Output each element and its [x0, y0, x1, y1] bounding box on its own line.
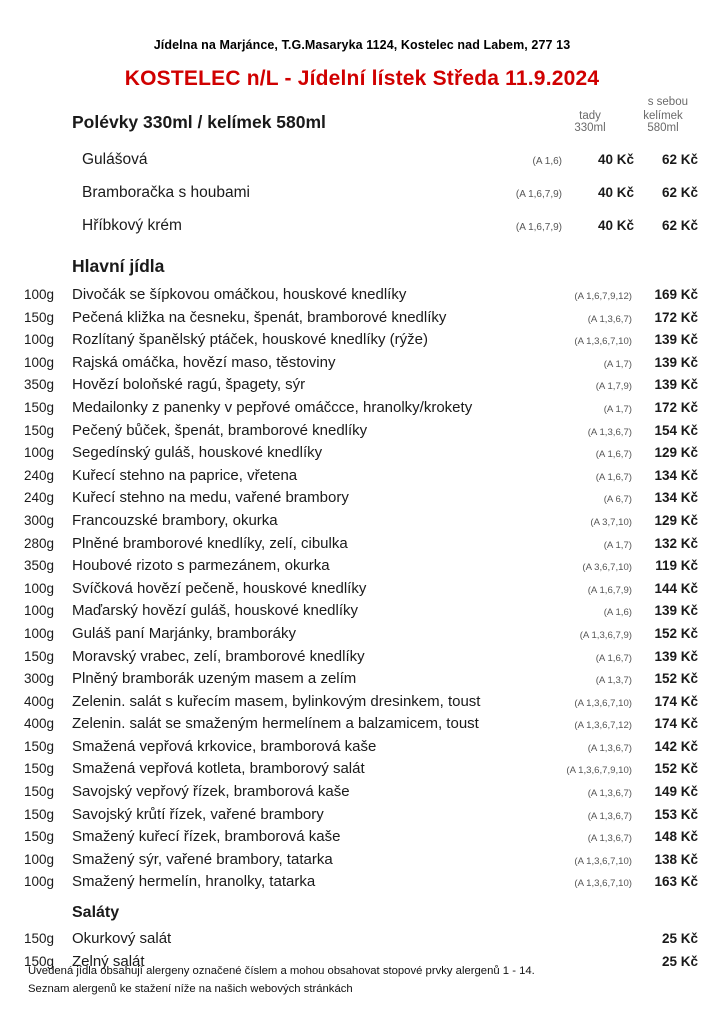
list-item — [72, 217, 700, 250]
dish-price: 139 Kč — [654, 648, 698, 664]
dish-name: Kuřecí stehno na paprice, vřetena — [72, 466, 298, 484]
dish-name: Plněné bramborové knedlíky, zelí, cibulka — [72, 534, 348, 552]
table-row — [24, 354, 700, 377]
soup-price-here: 40 Kč — [597, 185, 634, 200]
column-header-here-volume: 330ml — [574, 122, 606, 134]
table-row — [24, 602, 700, 625]
dish-name: Smažený hermelín, hranolky, tatarka — [72, 873, 316, 891]
table-row — [24, 557, 700, 580]
dish-allergens: (A 1,6) — [603, 607, 632, 619]
dish-name: Smažená vepřová kotleta, bramborový salát — [72, 760, 365, 778]
footer-line-2: Seznam alergenů ke stažení níže na našich webových stránkách — [28, 982, 353, 995]
portion-weight: 100g — [24, 332, 55, 348]
soup-price-togo: 62 Kč — [661, 218, 698, 233]
dish-allergens: (A 1,3,6,7,10) — [574, 697, 632, 709]
portion-weight: 100g — [24, 603, 55, 619]
table-row — [24, 331, 700, 354]
portion-weight: 150g — [24, 784, 55, 800]
column-header-here: tady — [579, 110, 601, 122]
salads-section-title: Saláty — [72, 904, 120, 922]
table-row — [24, 693, 700, 716]
dish-allergens: (A 1,7) — [603, 539, 632, 551]
portion-weight: 400g — [24, 716, 55, 732]
dish-name: Svíčková hovězí pečeně, houskové knedlíky — [72, 579, 367, 597]
table-row — [24, 670, 700, 693]
portion-weight: 400g — [24, 693, 55, 709]
dish-allergens: (A 1,6,7) — [595, 471, 632, 483]
dish-price: 174 Kč — [654, 693, 698, 709]
table-row — [24, 715, 700, 738]
dish-allergens: (A 1,3,6,7) — [587, 313, 632, 325]
dish-name: Houbové rizoto s parmezánem, okurka — [72, 557, 330, 575]
dish-name: Divočák se šípkovou omáčkou, houskové knedlíky — [72, 286, 407, 303]
column-header-togo: s sebou — [647, 96, 688, 108]
portion-weight: 150g — [24, 399, 55, 415]
dish-name: Savojský krůtí řízek, vařené brambory — [72, 805, 324, 823]
portion-weight: 150g — [24, 738, 55, 754]
table-row — [24, 760, 700, 783]
column-header-cup: kelímek — [643, 110, 683, 122]
footer-note — [28, 963, 700, 998]
dish-name: Smažený kuřecí řízek, bramborová kaše — [72, 828, 341, 846]
soups-list — [72, 151, 700, 250]
portion-weight: 150g — [24, 648, 55, 664]
dish-price: 163 Kč — [654, 874, 698, 890]
dish-price: 129 Kč — [654, 445, 698, 461]
portion-weight: 150g — [24, 422, 55, 438]
dish-allergens: (A 1,3,6,7,10) — [574, 855, 632, 867]
table-row — [24, 535, 700, 558]
dish-price: 134 Kč — [654, 490, 698, 506]
dish-price: 149 Kč — [654, 784, 698, 800]
mains-list — [24, 286, 700, 975]
dish-allergens: (A 1,3,6,7) — [587, 810, 632, 822]
dish-name: Smažená vepřová krkovice, bramborová kaše — [72, 737, 377, 755]
dish-name: Moravský vrabec, zelí, bramborové knedlíky — [72, 647, 365, 665]
table-row — [24, 738, 700, 761]
table-row — [24, 873, 700, 896]
soup-name: Hříbkový krém — [82, 217, 182, 234]
dish-name: Okurkový salát — [72, 930, 172, 948]
portion-weight: 150g — [24, 953, 55, 969]
dish-allergens: (A 1,3,6,7) — [587, 788, 632, 800]
table-row — [24, 444, 700, 467]
portion-weight: 100g — [24, 354, 55, 370]
portion-weight: 150g — [24, 931, 55, 947]
soup-name: Bramboračka s houbami — [82, 184, 250, 201]
dish-price: 119 Kč — [655, 558, 698, 574]
table-row — [24, 512, 700, 535]
portion-weight: 350g — [24, 558, 55, 574]
portion-weight: 280g — [24, 535, 55, 551]
table-row — [24, 930, 700, 953]
dish-name: Rajská omáčka, hovězí maso, těstoviny — [72, 353, 336, 371]
portion-weight: 300g — [24, 671, 55, 687]
dish-name: Pečená kližka na česneku, špenát, bramborové knedlíky — [72, 308, 447, 326]
dish-price: 139 Kč — [654, 354, 698, 370]
portion-weight: 240g — [24, 467, 55, 483]
dish-allergens: (A 1,6,7,9) — [587, 584, 632, 596]
dish-allergens: (A 1,3,6,7) — [587, 833, 632, 845]
portion-weight: 100g — [24, 445, 55, 461]
dish-name: Plněný bramborák uzeným masem a zelím — [72, 670, 357, 688]
portion-weight: 150g — [24, 829, 55, 845]
dish-name: Kuřecí stehno na medu, vařené brambory — [72, 489, 349, 507]
mains-section-title: Hlavní jídla — [72, 256, 165, 276]
dish-price: 174 Kč — [654, 716, 698, 732]
dish-allergens: (A 1,3,7) — [595, 675, 632, 687]
dish-name: Smažený sýr, vařené brambory, tatarka — [72, 850, 333, 868]
dish-name: Rozlítaný španělský ptáček, houskové knedlíky (rýže) — [72, 331, 428, 349]
table-row — [24, 783, 700, 806]
list-item — [72, 184, 700, 217]
soup-price-here: 40 Kč — [597, 218, 634, 233]
dish-name: Guláš paní Marjánky, bramboráky — [72, 624, 296, 642]
table-row — [24, 286, 700, 309]
dish-allergens: (A 1,3,6,7) — [587, 426, 632, 438]
dish-price: 132 Kč — [654, 535, 698, 551]
dish-allergens: (A 1,3,6,7,9) — [579, 629, 632, 641]
portion-weight: 300g — [24, 512, 55, 528]
dish-price: 172 Kč — [654, 399, 698, 415]
table-row — [24, 376, 700, 399]
table-row — [24, 467, 700, 490]
dish-price: 152 Kč — [654, 761, 698, 777]
dish-price: 25 Kč — [661, 931, 698, 947]
table-row — [24, 828, 700, 851]
portion-weight: 100g — [24, 851, 55, 867]
dish-price: 139 Kč — [654, 603, 698, 619]
portion-weight: 100g — [24, 874, 55, 890]
dish-price: 154 Kč — [654, 422, 698, 438]
table-row — [24, 806, 700, 829]
soup-price-togo: 62 Kč — [661, 152, 698, 167]
portion-weight: 100g — [24, 287, 55, 302]
list-item — [72, 151, 700, 184]
dish-price: 134 Kč — [654, 467, 698, 483]
dish-price: 152 Kč — [654, 671, 698, 687]
dish-allergens: (A 1,7) — [603, 358, 632, 370]
soup-allergens: (A 1,6,7,9) — [515, 189, 562, 200]
portion-weight: 150g — [24, 806, 55, 822]
restaurant-address: Jídelna na Marjánce, T.G.Masaryka 1124, Kostelec nad Labem, 277 13 — [153, 38, 571, 52]
portion-weight: 150g — [24, 761, 55, 777]
dish-price: 172 Kč — [654, 309, 698, 325]
dish-price: 139 Kč — [654, 332, 698, 348]
dish-price: 129 Kč — [654, 512, 698, 528]
dish-price: 25 Kč — [661, 953, 698, 969]
dish-allergens: (A 1,7) — [603, 403, 632, 415]
dish-price: 153 Kč — [654, 806, 698, 822]
dish-price: 152 Kč — [654, 625, 698, 641]
dish-allergens: (A 1,3,6,7,10) — [574, 336, 632, 348]
dish-name: Francouzské brambory, okurka — [72, 511, 278, 529]
portion-weight: 240g — [24, 490, 55, 506]
table-row — [24, 399, 700, 422]
soup-name: Gulášová — [82, 151, 148, 168]
column-header-cup-volume: 580ml — [647, 122, 679, 134]
dish-price: 142 Kč — [654, 738, 698, 754]
page-title: KOSTELEC n/L - Jídelní lístek Středa 11.9.2024 — [124, 67, 600, 90]
dish-allergens: (A 1,3,6,7,9,10) — [566, 765, 632, 777]
soups-section — [72, 112, 700, 250]
dish-allergens: (A 6,7) — [603, 494, 632, 506]
table-row — [24, 851, 700, 874]
soup-price-togo: 62 Kč — [661, 185, 698, 200]
dish-name: Medailonky z panenky v pepřové omáčcce, hranolky/krokety — [72, 398, 473, 416]
dish-allergens: (A 1,6,7) — [595, 449, 632, 461]
dish-name: Zelenin. salát s kuřecím masem, bylinkovým dresinkem, toust — [72, 692, 481, 710]
footer-line-1: Uvedená jídla obsahují alergeny označené číslem a mohou obsahovat stopové prvky alergenů 1 - 14. — [28, 965, 535, 977]
dish-allergens: (A 1,7,9) — [595, 381, 632, 393]
dish-name: Pečený bůček, špenát, bramborové knedlíky — [72, 421, 368, 439]
dish-name: Segedínský guláš, houskové knedlíky — [72, 444, 323, 462]
dish-allergens: (A 1,6,7) — [595, 652, 632, 664]
table-row — [24, 309, 700, 332]
dish-name: Savojský vepřový řízek, bramborová kaše — [72, 783, 350, 801]
dish-name: Hovězí boloňské ragú, špagety, sýr — [72, 376, 306, 394]
dish-name: Zelný salát — [72, 952, 145, 970]
soups-section-title: Polévky 330ml / kelímek 580ml — [72, 112, 326, 132]
portion-weight: 100g — [24, 580, 55, 596]
soup-allergens: (A 1,6,7,9) — [515, 222, 562, 233]
dish-allergens: (A 3,7,10) — [590, 516, 632, 528]
dish-allergens: (A 1,3,6,7,12) — [574, 720, 632, 732]
table-row — [24, 489, 700, 512]
portion-weight: 100g — [24, 625, 55, 641]
soup-allergens: (A 1,6) — [532, 156, 562, 167]
table-row — [24, 580, 700, 603]
dish-price: 169 Kč — [654, 287, 698, 302]
portion-weight: 350g — [24, 377, 55, 393]
dish-price: 139 Kč — [654, 377, 698, 393]
dish-allergens: (A 1,3,6,7) — [587, 742, 632, 754]
soup-price-here: 40 Kč — [597, 152, 634, 167]
dish-price: 138 Kč — [654, 851, 698, 867]
dish-price: 148 Kč — [654, 829, 698, 845]
table-row — [24, 648, 700, 671]
dish-allergens: (A 3,6,7,10) — [582, 562, 632, 574]
table-row — [24, 625, 700, 648]
table-row — [24, 422, 700, 445]
dish-allergens: (A 1,3,6,7,10) — [574, 878, 632, 890]
dish-name: Zelenin. salát se smaženým hermelínem a balzamicem, toust — [72, 715, 479, 733]
dish-name: Maďarský hovězí guláš, houskové knedlíky — [72, 602, 359, 620]
dish-allergens: (A 1,6,7,9,12) — [574, 291, 632, 302]
portion-weight: 150g — [24, 309, 55, 325]
dish-price: 144 Kč — [654, 580, 698, 596]
